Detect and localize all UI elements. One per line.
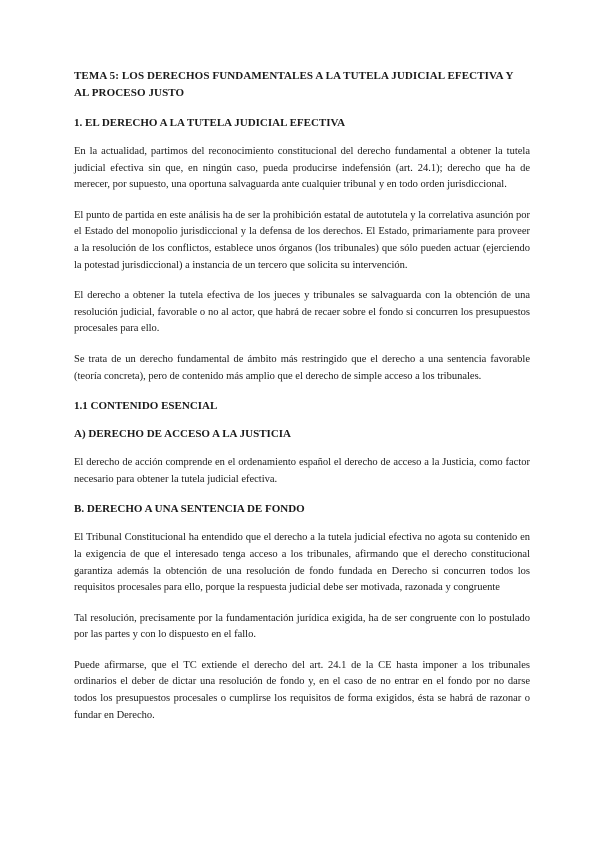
- section-b-paragraph-1: El Tribunal Constitucional ha entendido que el derecho a la tutela judicial efectiva no agota su contenido en la exigencia de que el interesado tenga acceso a los tribunales, afirmando que el derecho constitucional garantiza además la obtención de una resolución de fondo fundada en Derecho si concurren todos los requisitos procesales para ello, porque la respuesta judicial debe ser motivada, razonada y congruente: [74, 532, 530, 594]
- document-page: [74, 68, 530, 738]
- section-1-paragraph-3: El derecho a obtener la tutela efectiva de los jueces y tribunales se salvaguarda con la obtención de una resolución judicial, favorable o no al actor, que habrá de recaer sobre el fondo si concurren los presupuestos procesales para ello.: [74, 290, 530, 335]
- section-b-paragraph-2: Tal resolución, precisamente por la fundamentación jurídica exigida, ha de ser congruente con lo postulado por las partes y con lo dispuesto en el fallo.: [74, 612, 530, 641]
- section-1-heading: 1. EL DERECHO A LA TUTELA JUDICIAL EFECTIVA: [74, 117, 346, 129]
- section-1-paragraph-1: En la actualidad, partimos del reconocimiento constitucional del derecho fundamental a obtener la tutela judicial efectiva sin que, en ningún caso, pueda producirse indefensión (art. 24.1); derecho que ha de merecer, por supuesto, una oportuna salvaguarda ante cualquier tribunal y en todo orden jurisdiccional.: [74, 146, 530, 191]
- section-b-heading: B. DERECHO A UNA SENTENCIA DE FONDO: [74, 503, 305, 516]
- section-1-paragraph-2: El punto de partida en este análisis ha de ser la prohibición estatal de autotutela y la correlativa asunción por el Estado del monopolio jurisdiccional y la defensa de los derechos. El Estado, primariamente para proveer a la resolución de los conflictos, establece unos órganos (los tribunales) que sólo pueden actuar (ejerciendo la potestad jurisdiccional) a instancia de un tercero que solicita su intervención.: [74, 209, 530, 271]
- section-a-heading: A) DERECHO DE ACCESO A LA JUSTICIA: [74, 428, 291, 441]
- document-title: TEMA 5: LOS DERECHOS FUNDAMENTALES A LA TUTELA JUDICIAL EFECTIVA Y AL PROCESO JUSTO: [74, 70, 514, 99]
- section-1-1-heading: 1.1 CONTENIDO ESENCIAL: [74, 400, 218, 413]
- section-1-paragraph-4: Se trata de un derecho fundamental de ámbito más restringido que el derecho a una sentencia favorable (teoría concreta), pero de contenido más amplio que el derecho de simple acceso a los tribunales.: [74, 353, 530, 382]
- section-a-paragraph-1: El derecho de acción comprende en el ordenamiento español el derecho de acceso a la Justicia, como factor necesario para obtener la tutela judicial efectiva.: [74, 457, 530, 485]
- section-b-paragraph-3: Puede afirmarse, que el TC extiende el derecho del art. 24.1 de la CE hasta imponer a los tribunales ordinarios el deber de dictar una resolución de fondo y, en el caso de no entrar en el fondo por no darse todos los presupuestos procesales o cumplirse los requisitos de forma exigidos, ésta se habrá de razonar o fundar en Derecho.: [74, 659, 530, 721]
